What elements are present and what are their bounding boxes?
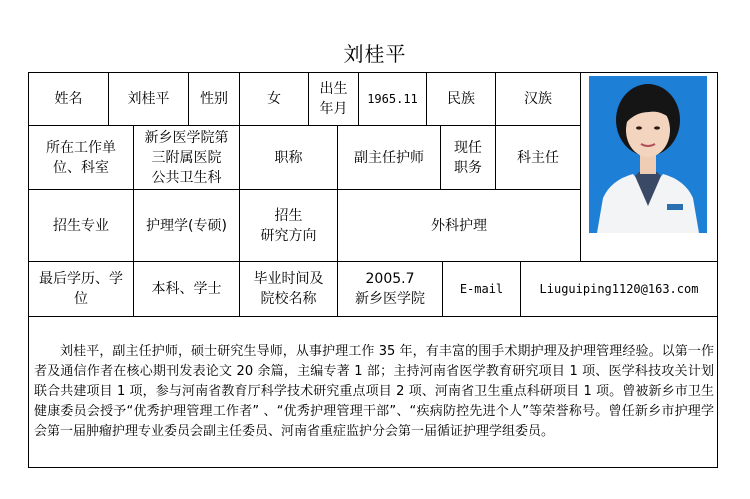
direction-label: 招生 研究方向: [260, 207, 317, 244]
major-label: 招生专业: [53, 217, 109, 234]
portrait-illustration: [589, 76, 707, 233]
portrait-photo: [589, 76, 707, 233]
major-value: 护理学(专硕): [146, 217, 227, 234]
ethnicity-label: 民族: [447, 91, 475, 107]
graduation-label: 毕业时间及 院校名称: [253, 271, 324, 307]
workplace-label: 所在工作单 位、科室: [46, 139, 116, 176]
profile-table: [28, 72, 718, 468]
gender-label: 性别: [200, 91, 228, 107]
email-label: E-mail: [459, 282, 504, 296]
page-title: 刘桂平: [343, 42, 407, 66]
title-label: 职称: [274, 149, 303, 166]
direction-value: 外科护理: [431, 217, 487, 234]
title-value: 副主任护师: [354, 149, 424, 166]
name-value: 刘桂平: [127, 91, 170, 107]
workplace-value: 新乡医学院第 三附属医院 公共卫生科: [144, 129, 229, 186]
education-label: 最后学历、学 位: [39, 271, 123, 307]
birth-value: 1965.11: [367, 92, 418, 106]
education-value: 本科、学士: [151, 281, 222, 297]
position-label: 现任 职务: [454, 139, 482, 176]
ethnicity-value: 汉族: [524, 91, 552, 107]
name-label: 姓名: [54, 91, 83, 107]
email-value[interactable]: Liuguiping1120@163.com: [539, 282, 699, 296]
birth-label: 出生 年月: [319, 81, 348, 117]
graduation-value: 2005.7 新乡医学院: [355, 271, 425, 307]
gender-value: 女: [267, 91, 281, 107]
position-value: 科主任: [517, 149, 559, 166]
biography-text: 刘桂平，副主任护师，硕士研究生导师，从事护理工作 35 年，有丰富的围手术期护理及护理管理经验。以第一作者及通信作者在核心期刊发表论文 20 余篇，主编专著 1 部；主持河南省医学教育研究项目 1 项、医学科技攻关计划联合共建项目 1 项，参与河南省教育厅科学技术研究重点项目 2 项、河南省卫生重点科研项目 1 项。曾被新乡市卫生健康委员会授予“优秀护理管理工作者” 、“优秀护理管理干部”、“疾病防控先进个人”等荣誉称号。曾任新乡市护理学会第一届肿瘤护理专业委员会副主任委员、河南省重症监护分会第一届循证护理学组委员。: [34, 344, 714, 439]
